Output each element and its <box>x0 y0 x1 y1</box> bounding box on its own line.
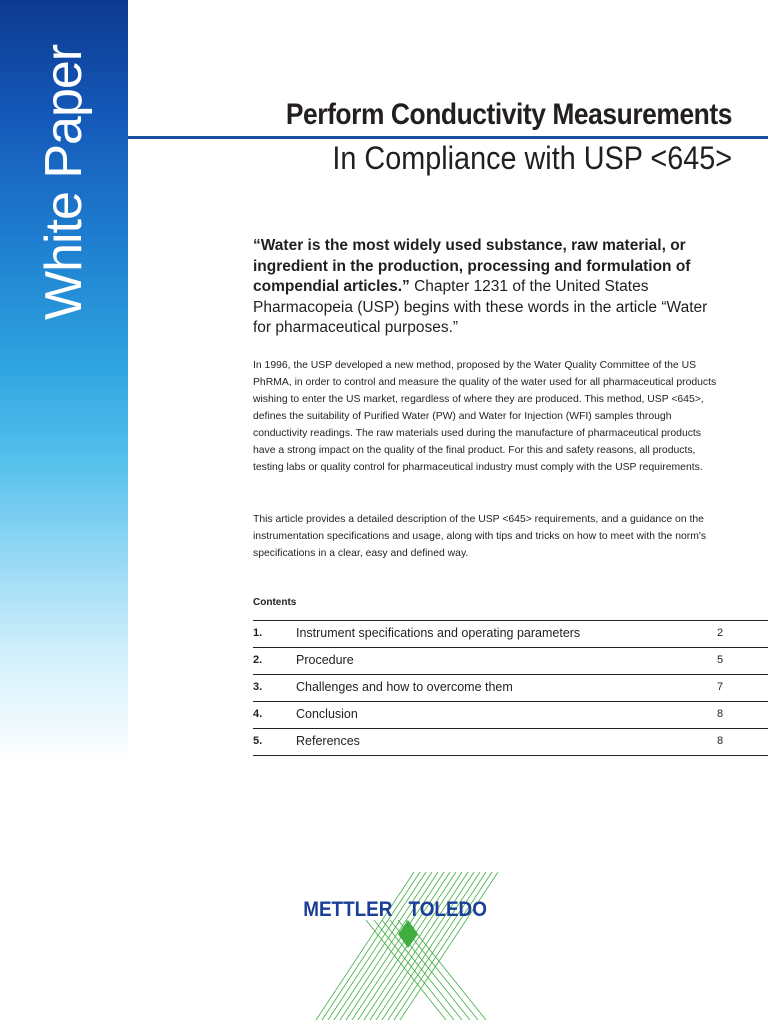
sidebar-label: White Paper <box>35 44 93 320</box>
sidebar-band <box>0 0 128 760</box>
toc-page: 7 <box>717 681 724 693</box>
toc-number: 4. <box>253 708 263 720</box>
toc-page: 5 <box>717 654 724 666</box>
intro-quote <box>253 236 723 339</box>
title-divider <box>128 136 768 139</box>
toc-title: Challenges and how to overcome them <box>296 680 513 694</box>
body-paragraph-1: In 1996, the USP developed a new method, proposed by the Water Quality Committee of the US PhRMA, in order to control and measure the quality of the water used for all pharmaceutical products wishing to enter the US market, regardless of where they are produced. This method, USP <645>, defines the suitability of Purified Water (PW) and Water for Injection (WFI) samples through conductivity readings. The raw materials used during the manufacture of pharmaceutical products have a strong impact on the quality of the final product. For this and safety reasons, all products, testing labs or quality control for pharmaceutical industry must comply with the USP requirements. <box>253 360 717 473</box>
table-of-contents <box>253 620 768 756</box>
toc-title: References <box>296 734 360 748</box>
toc-title: Procedure <box>296 653 354 667</box>
toc-title: Instrument specifications and operating parameters <box>296 626 581 640</box>
toc-row[interactable] <box>253 648 768 675</box>
toc-page: 8 <box>717 708 724 720</box>
mettler-toledo-logo <box>296 870 506 1024</box>
quote-bold: “Water is the most widely used substance, raw material, or ingredient in the production, processing and formulation of compendial articles.” <box>253 237 691 295</box>
logo-hatch-graphic <box>296 870 506 1024</box>
toc-row[interactable] <box>253 675 768 702</box>
logo-word-toledo: TOLEDO <box>408 898 487 921</box>
toc-page: 2 <box>717 627 724 639</box>
toc-page: 8 <box>717 735 724 747</box>
page-subtitle: In Compliance with USP <645> <box>332 140 732 176</box>
toc-row[interactable] <box>253 621 768 648</box>
toc-row[interactable] <box>253 702 768 729</box>
toc-number: 5. <box>253 735 263 747</box>
toc-number: 2. <box>253 654 263 666</box>
toc-row[interactable] <box>253 729 768 756</box>
toc-number: 1. <box>253 627 263 639</box>
page-title: Perform Conductivity Measurements <box>285 98 732 131</box>
contents-heading: Contents <box>253 597 297 608</box>
quote-normal: Chapter 1231 of the United States Pharmacopeia (USP) begins with these words in the article “Water for pharmaceutical purposes.” <box>253 278 708 336</box>
toc-title: Conclusion <box>296 707 358 721</box>
body-paragraph-2: This article provides a detailed description of the USP <645> requirements, and a guidance on the instrumentation specifications and usage, along with tips and tricks on how to meet with the norm's specifications in a clear, easy and defined way. <box>253 514 707 559</box>
logo-word-mettler: METTLER <box>303 898 393 921</box>
toc-number: 3. <box>253 681 263 693</box>
